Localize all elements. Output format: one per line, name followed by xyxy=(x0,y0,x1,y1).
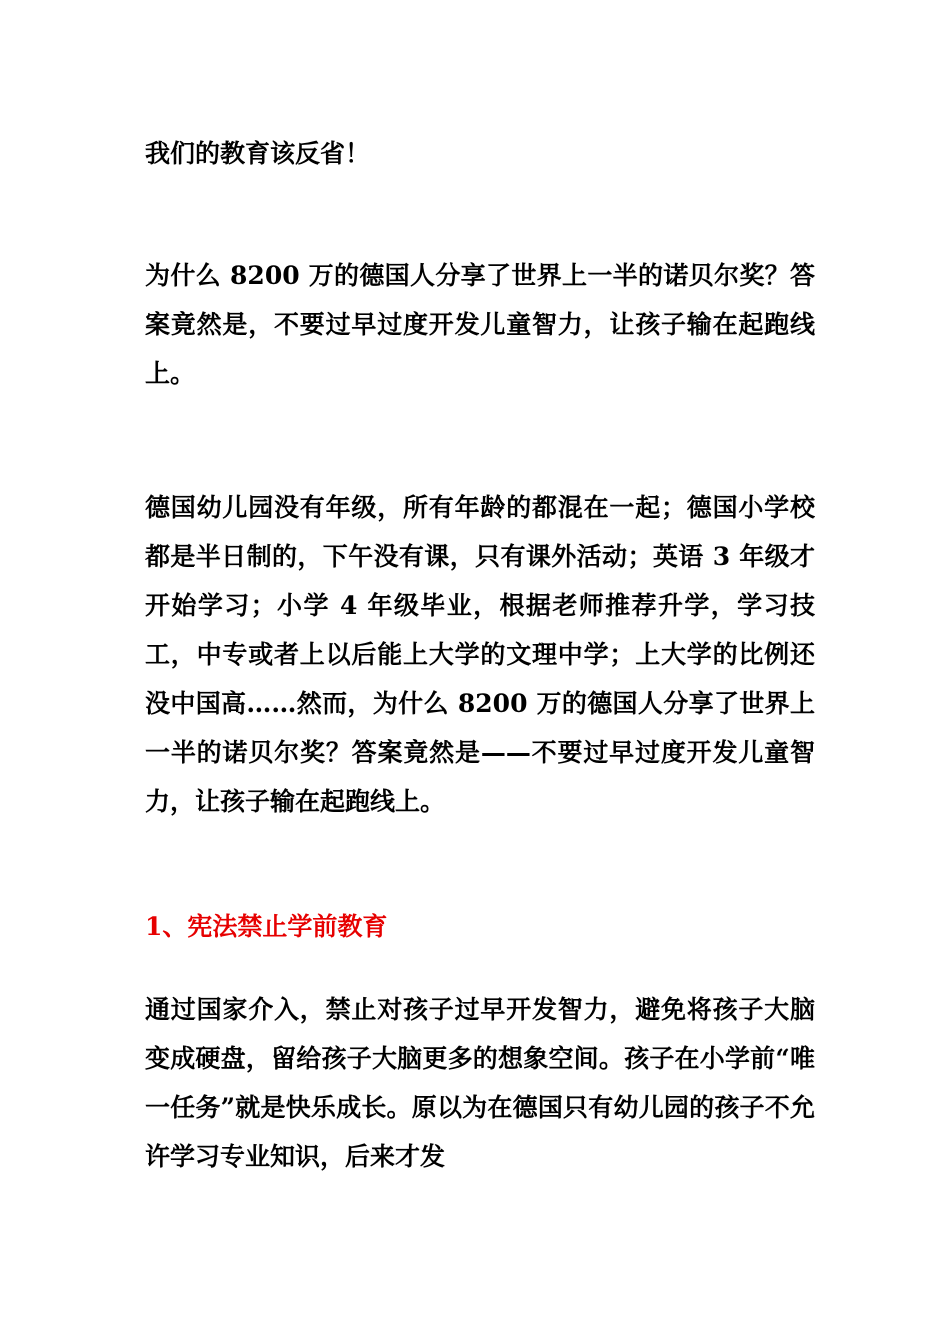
document-title: 我们的教育该反省！ xyxy=(145,139,371,168)
intro-paragraph: 为什么 8200 万的德国人分享了世界上一半的诺贝尔奖？答案竟然是，不要过早过度开发儿童智力，让孩子输在起跑线上。 xyxy=(145,261,815,388)
section-heading: 1、宪法禁止学前教育 xyxy=(145,912,388,941)
section-paragraph: 通过国家介入，禁止对孩子过早开发智力，避免将孩子大脑变成硬盘，留给孩子大脑更多的想象空间。孩子在小学前“唯一任务”就是快乐成长。原以为在德国只有幼儿园的孩子不允许学习专业知识，后来才发 xyxy=(145,995,815,1171)
body-paragraph: 德国幼儿园没有年级，所有年龄的都混在一起；德国小学校都是半日制的，下午没有课，只有课外活动；英语 3 年级才开始学习；小学 4 年级毕业，根据老师推荐升学，学习技工，中专或者上以后能上大学的文理中学；上大学的比例还没中国高……然而，为什么 8200 万的德国人分享了世界上一半的诺贝尔奖？答案竟然是——不要过早过度开发儿童智力，让孩子输在起跑线上。 xyxy=(145,493,815,816)
document-body xyxy=(145,132,815,1181)
